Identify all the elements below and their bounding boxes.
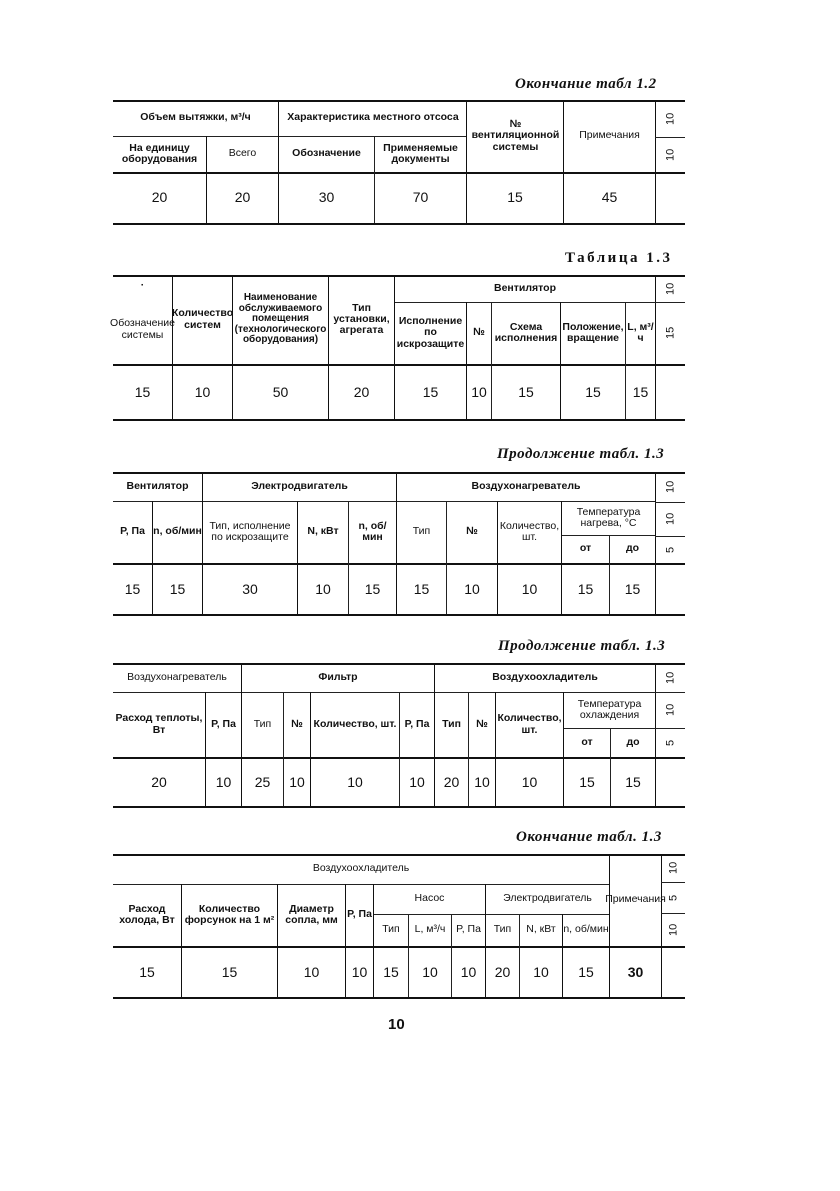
t13c-h-qty2: Количество, шт. [497, 712, 562, 736]
t13b-h-mtype: Тип, исполнение по искрозащите [209, 519, 291, 543]
t13b-h-heater: Воздухонагреватель [471, 479, 581, 492]
t13c-v4: 10 [347, 773, 363, 790]
t13c-v10: 15 [625, 773, 641, 790]
t13d-h-n: n, об/мин [563, 923, 609, 936]
t12-v1: 20 [234, 189, 251, 205]
t13c-h-qty: Количество, шт. [313, 717, 397, 730]
t13-h-name: Наименование обслуживаемого помещения (технологического оборудования) [234, 292, 327, 346]
t13d-h-diam: Диаметр сопла, мм [285, 902, 338, 926]
t13c-h-type: Тип [253, 717, 272, 730]
t12-v3: 70 [412, 189, 429, 205]
t13b-h-fan: Вентилятор [126, 479, 189, 492]
t13c-v2: 25 [254, 773, 271, 790]
t13b-v7: 10 [521, 580, 538, 597]
t13c-side-3: 5 [664, 739, 677, 746]
t13b-side-3: 5 [664, 546, 677, 553]
page-number: 10 [388, 1016, 405, 1033]
t13d-h-mtype: Тип [493, 923, 512, 936]
t13-v0: 15 [134, 383, 151, 400]
t13d-v6: 10 [460, 963, 477, 980]
t12-h-vent: № вентиляционной системы [471, 118, 560, 153]
t13-caption: Таблица 1.3 [565, 250, 673, 266]
t13c-side-1: 10 [664, 671, 677, 684]
t13-v5: 10 [471, 383, 487, 400]
t13b-v4: 15 [364, 580, 381, 597]
t13c-h-P: P, Па [211, 717, 236, 730]
t12-caption: Окончание табл 1.2 [515, 76, 657, 92]
t12-v2: 30 [318, 189, 335, 205]
t12-h-notes: Примечания [579, 129, 640, 142]
t13-h-count: Количество систем [171, 307, 234, 331]
t13d-h-L: L, м³/ч [414, 923, 446, 936]
t13-side-2: 15 [664, 326, 677, 340]
t13c-v1: 10 [215, 773, 232, 790]
t13b-caption: Продолжение табл. 1.3 [497, 446, 665, 462]
t13d-v9: 15 [578, 963, 594, 980]
t13d-v1: 15 [221, 963, 238, 980]
t13c-caption: Продолжение табл. 1.3 [498, 638, 666, 654]
t13d-h-pump: Насос [414, 892, 445, 905]
t13c-v3: 10 [289, 773, 305, 790]
t13d-v10: 30 [627, 963, 644, 980]
t13b-h-n: n, об/мин [153, 525, 202, 538]
t13b-h-type: Тип [412, 525, 431, 538]
t13-v3: 20 [353, 383, 370, 400]
t13b-h-n2: n, об/мин [358, 519, 387, 543]
t13b-h-qty: Количество, шт. [499, 519, 560, 543]
t13b-side-2: 10 [664, 512, 677, 526]
t13b-h-P: P, Па [120, 525, 145, 538]
t13d-v0: 15 [139, 963, 155, 980]
t13d-v4: 15 [383, 963, 399, 980]
t13d-v2: 10 [303, 963, 320, 980]
t13c-v5: 10 [409, 773, 425, 790]
t12-v4: 15 [507, 189, 523, 205]
t13d-h-cooler: Воздухоохладитель [312, 862, 410, 875]
t13c-h-to: до [626, 735, 640, 748]
t13c-h-no2: № [476, 717, 488, 730]
t13-h-pos: Положение, вращение [562, 320, 624, 344]
t13-h-dot: · [140, 279, 145, 292]
t13b-h-N: N, кВт [307, 525, 339, 538]
t13c-side-2: 10 [664, 703, 677, 717]
t12-h-total: Всего [228, 147, 257, 160]
t13-v8: 15 [632, 383, 649, 400]
t13b-h-no: № [466, 525, 478, 538]
t12-h-local: Характеристика местного отсоса [287, 111, 459, 124]
t13c-h-filter: Фильтр [318, 670, 358, 683]
t13c-h-no: № [291, 717, 303, 730]
t13d-h-P: P, Па [347, 908, 372, 921]
t13-bottom-line [113, 419, 685, 421]
t12-v5: 45 [601, 189, 618, 205]
t13b-v0: 15 [124, 580, 141, 597]
t13-h-desig: Обозначение системы [110, 317, 175, 341]
t13d-h-cold: Расход холода, Вт [119, 902, 175, 926]
t13c-h-type2: Тип [442, 717, 461, 730]
t13c-v7: 10 [474, 773, 490, 790]
t13d-v8: 10 [533, 963, 549, 980]
t13b-v9: 15 [624, 580, 641, 597]
t13-h-scheme: Схема исполнения [494, 320, 558, 344]
t13d-bottom-line [113, 997, 685, 999]
t13b-v6: 10 [464, 580, 480, 597]
t13-v2: 50 [272, 383, 289, 400]
t13d-h-ptype: Тип [382, 923, 400, 936]
t13c-v6: 20 [443, 773, 460, 790]
t13b-bottom-line [113, 614, 685, 616]
t13b-h-from: от [579, 542, 592, 555]
t13d-v3: 10 [351, 963, 368, 980]
t12-h-docs: Применяемые документы [383, 141, 458, 165]
t13d-h-motor: Электродвигатель [503, 892, 592, 905]
t13b-v5: 15 [413, 580, 430, 597]
t13d-h-N: N, кВт [526, 923, 556, 936]
t13b-h-to: до [625, 542, 640, 555]
t13b-side-1: 10 [664, 480, 677, 494]
t13-h-L: L, м³/ч [627, 320, 654, 344]
t13d-side-1: 10 [667, 861, 680, 875]
t13b-v3: 10 [315, 580, 331, 597]
t13c-h-temp: Температура охлаждения [577, 697, 642, 721]
t12-v0: 20 [151, 189, 168, 205]
t13c-h-from: от [581, 735, 593, 748]
t13-h-type: Тип установки, агрегата [333, 301, 390, 336]
t13d-v5: 10 [422, 963, 438, 980]
t13d-v7: 20 [494, 963, 511, 980]
t12-bottom-line [113, 223, 685, 225]
t13d-side-3: 10 [667, 923, 680, 936]
t13d-h-Pp: P, Па [456, 923, 481, 936]
t13d-side-2: 5 [667, 894, 680, 901]
t13b-v1: 15 [169, 580, 186, 597]
t13-v1: 10 [194, 383, 211, 400]
t12-h-design: Обозначение [292, 147, 361, 160]
t13c-h-heat: Расход теплоты, Вт [115, 712, 203, 736]
t13b-h-motor: Электродвигатель [251, 479, 348, 492]
t13b-v8: 15 [577, 580, 594, 597]
t12-h-volume: Объем вытяжки, м³/ч [140, 111, 251, 124]
t12-h-unit: На единицу оборудования [121, 141, 198, 165]
t13d-caption: Окончание табл. 1.3 [516, 829, 662, 845]
t12-side-1: 10 [664, 112, 677, 125]
t13c-h-cooler: Воздухоохладитель [492, 670, 598, 683]
t13-v6: 15 [518, 383, 534, 400]
t13c-v0: 20 [151, 773, 167, 790]
t13-h-exec: Исполнение по искрозащите [396, 315, 465, 350]
t13-v4: 15 [422, 383, 439, 400]
t13-h-no: № [473, 326, 485, 339]
t13b-h-temp: Температура нагрева, °С [576, 505, 641, 529]
t13-side-1: 10 [664, 282, 677, 295]
t13c-bottom-line [113, 806, 685, 808]
t13c-v9: 15 [579, 773, 595, 790]
t13b-v2: 30 [242, 580, 258, 597]
t13c-h-heater: Воздухонагреватель [127, 670, 227, 683]
t13-v7: 15 [585, 383, 601, 400]
t13c-h-P2: P, Па [404, 717, 430, 730]
t13d-h-notes: Примечания [605, 893, 666, 906]
t12-side-2: 10 [664, 148, 677, 161]
t13-h-fan: Вентилятор [494, 281, 556, 294]
t13d-h-nozzles: Количество форсунок на 1 м² [184, 902, 275, 926]
t13c-v8: 10 [521, 773, 538, 790]
